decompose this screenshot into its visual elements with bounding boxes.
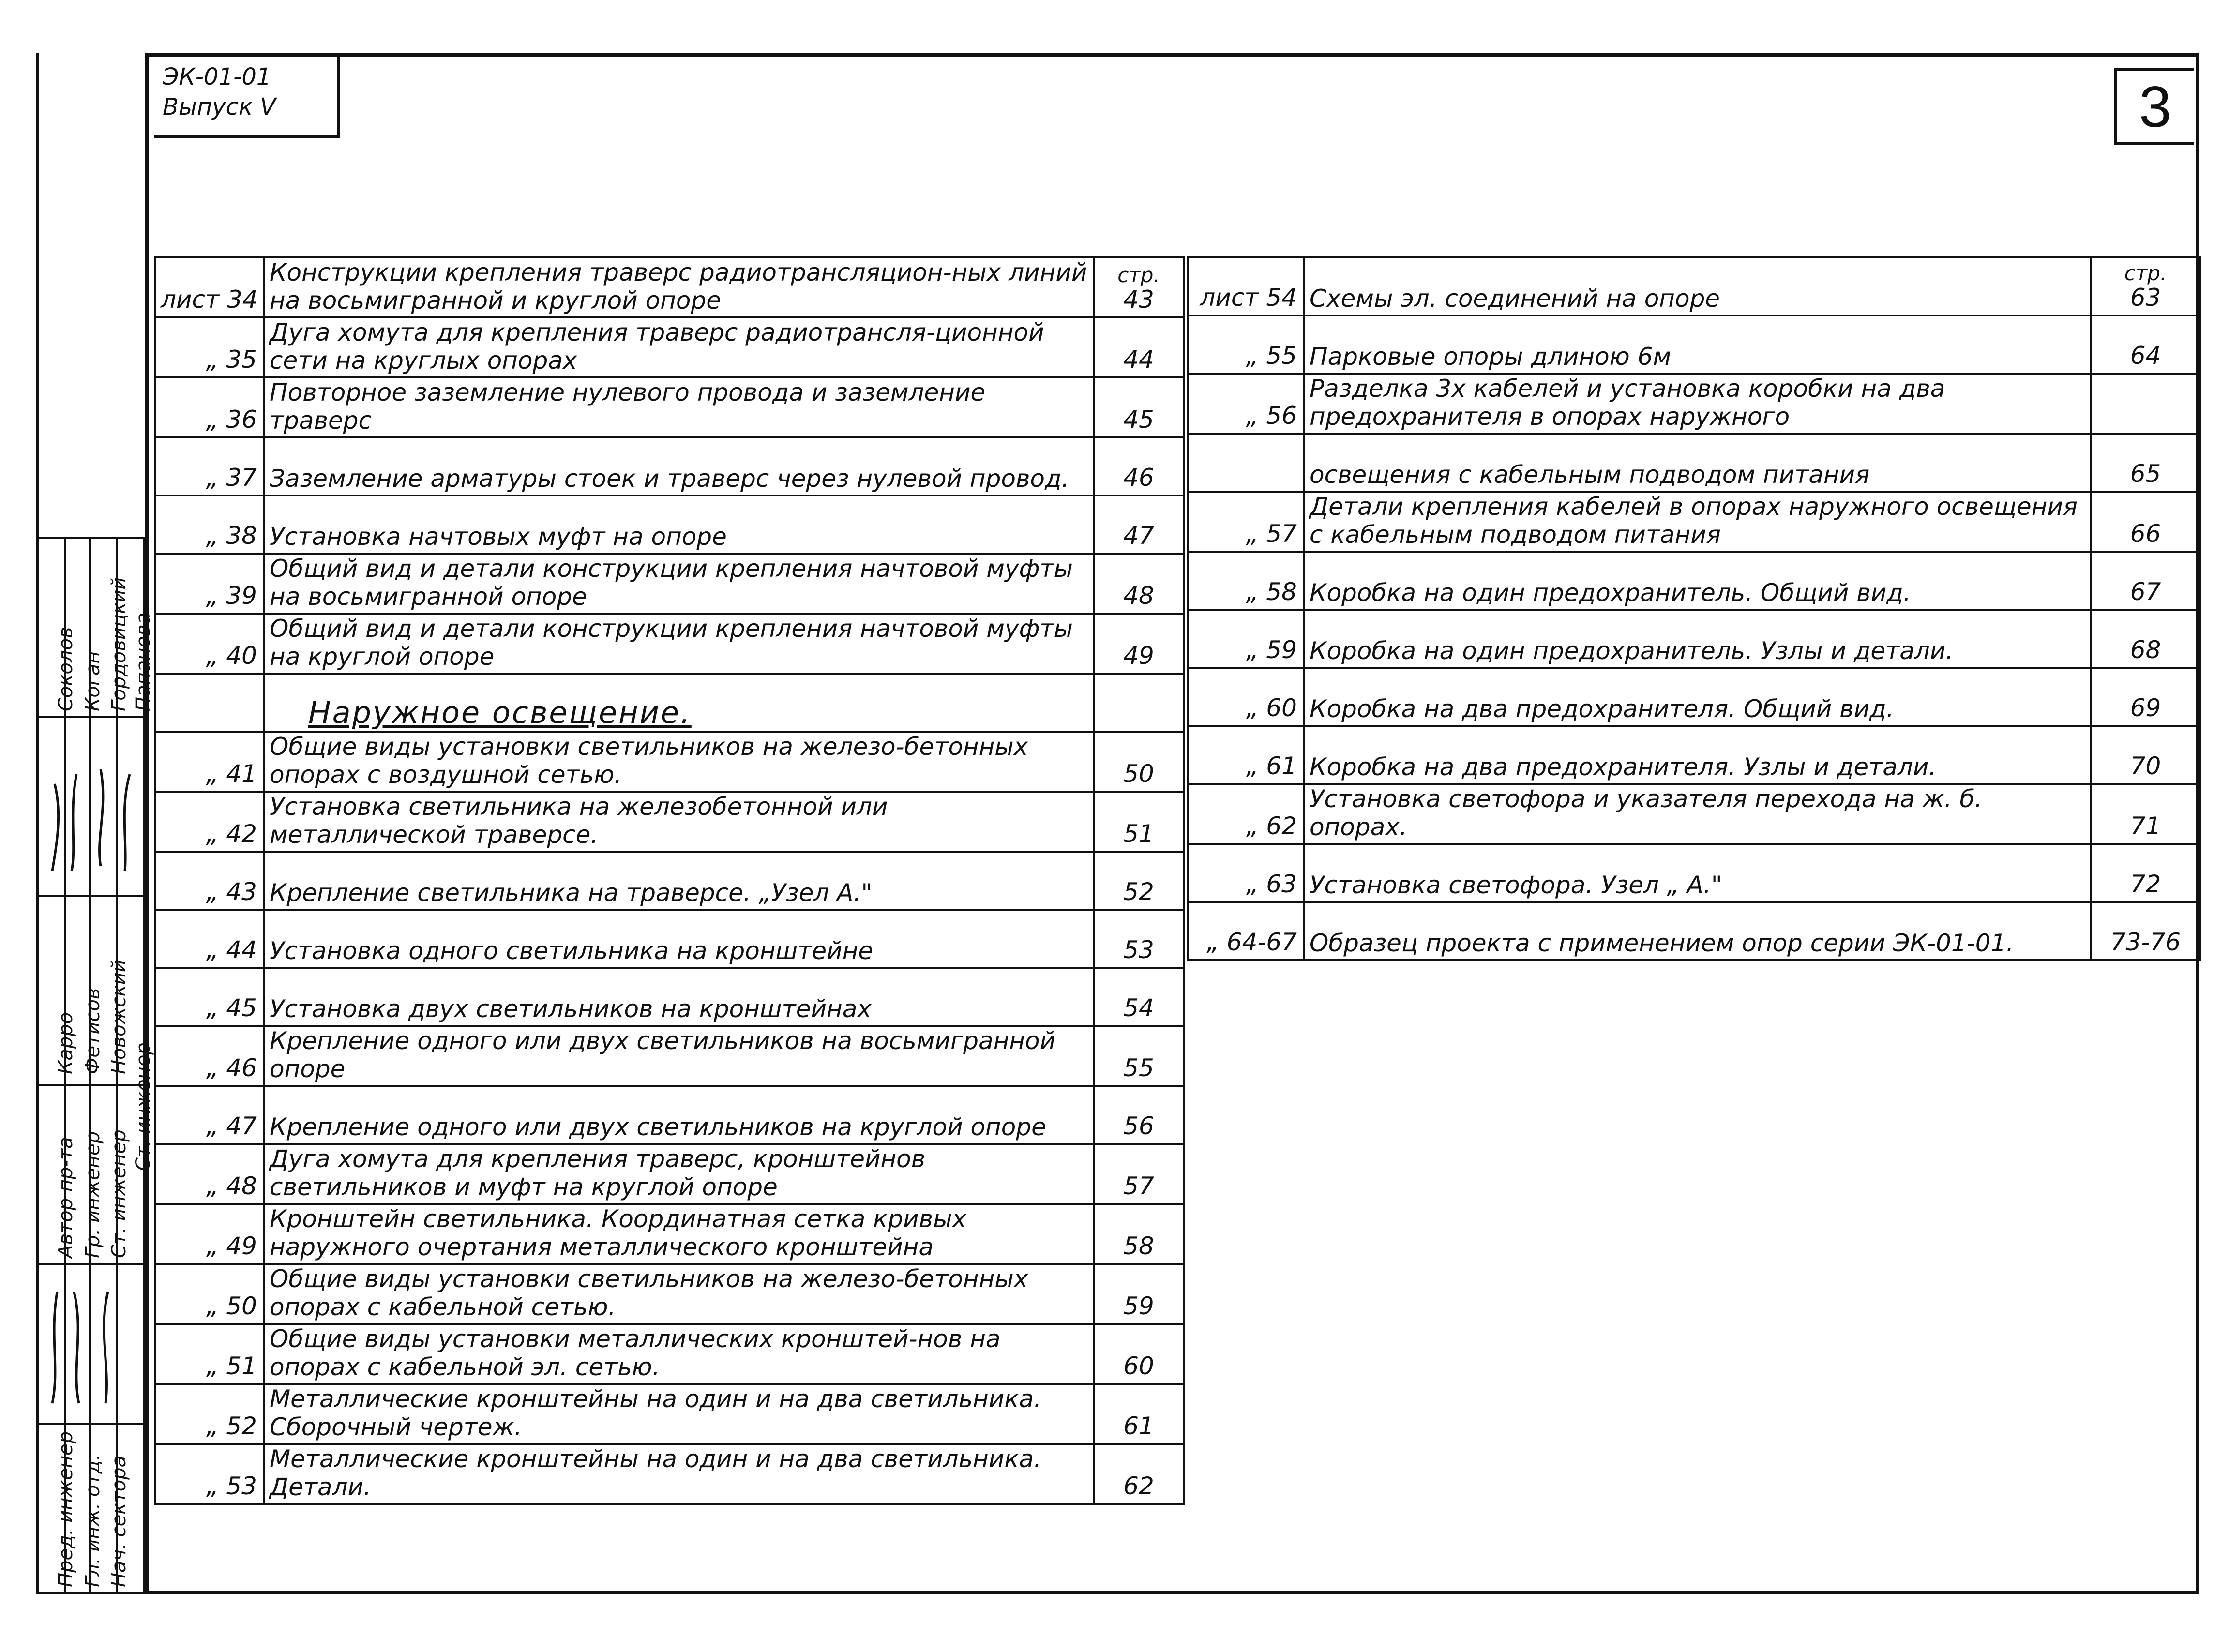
sheet-number: „ 35	[155, 317, 264, 377]
section-heading	[264, 674, 1094, 732]
sheet-number: „ 52	[155, 1384, 264, 1444]
stamp-name: Карро	[55, 1012, 77, 1074]
sheet-number: „ 61	[1188, 726, 1304, 784]
page-ref	[2091, 315, 2200, 374]
sheet-title: Крепление одного или двух светильников на восьмигранной опоре	[264, 1026, 1094, 1086]
contents-row	[155, 257, 1184, 317]
page-ref	[2091, 492, 2200, 552]
page-ref	[1094, 1324, 1184, 1384]
sheet-title: Установка двух светильников на кронштейнах	[264, 968, 1094, 1026]
contents-row	[155, 377, 1184, 437]
page-ref	[1094, 1444, 1184, 1504]
page-number-value: 63	[2130, 284, 2161, 312]
page-ref	[1094, 1264, 1184, 1324]
page-ref	[1094, 792, 1184, 852]
sheet-title: Конструкции крепления траверс радиотрансляцион-ных линий на восьмигранной и круглой опоре	[264, 257, 1094, 317]
sheet-title: Заземление арматуры стоек и траверс через нулевой провод.	[264, 437, 1094, 496]
contents-row	[155, 732, 1184, 792]
page-ref	[1094, 554, 1184, 614]
contents-row	[155, 437, 1184, 496]
sheet-title: Крепление светильника на траверсе. „Узел А."	[264, 852, 1094, 910]
contents-row	[1188, 257, 2200, 315]
stamp-name: Соколов	[55, 627, 77, 711]
sheet-title: Общие виды установки светильников на железо-бетонных опорах с кабельной сетью.	[264, 1264, 1094, 1324]
page-number-value: 51	[1123, 820, 1154, 848]
page-number-value: 45	[1123, 405, 1154, 434]
sheet-number: „ 41	[155, 732, 264, 792]
sheet-number: лист 34	[155, 257, 264, 317]
page-ref	[1094, 674, 1184, 732]
sheet-title: Коробка на один предохранитель. Общий вид.	[1304, 552, 2091, 610]
contents-row	[1188, 844, 2200, 902]
sheet-title: Кронштейн светильника. Координатная сетка кривых наружного очертания металлического кронштейна	[264, 1204, 1094, 1264]
page-ref	[1094, 377, 1184, 437]
stamp-role: Ст. инженер	[108, 1129, 130, 1258]
sheet-title: Установка светильника на железобетонной или металлической траверсе.	[264, 792, 1094, 852]
sheet-number: „ 51	[155, 1324, 264, 1384]
sheet-number: „ 39	[155, 554, 264, 614]
sheet-number: „ 56	[1188, 374, 1304, 434]
sheet-title: Детали крепления кабелей в опорах наружного освещения с кабельным подводом питания	[1304, 492, 2091, 552]
sheet-title: Общие виды установки металлических кронштей-нов на опорах с кабельной эл. сетью.	[264, 1324, 1094, 1384]
contents-table-left	[154, 256, 1185, 1505]
contents-row	[155, 1324, 1184, 1384]
page-ref	[1094, 1144, 1184, 1204]
contents-row	[155, 496, 1184, 554]
page-number-value: 57	[1123, 1172, 1154, 1200]
page-ref	[2091, 552, 2200, 610]
contents-row	[155, 1384, 1184, 1444]
sheet-title: Повторное заземление нулевого провода и заземление траверс	[264, 377, 1094, 437]
page-number-value: 55	[1123, 1054, 1154, 1082]
sheet-title: Установка светофора и указателя перехода на ж. б. опорах.	[1304, 784, 2091, 844]
sheet-number: „ 38	[155, 496, 264, 554]
page-number-value: 53	[1123, 936, 1154, 964]
contents-row	[155, 317, 1184, 377]
sheet-title: Коробка на один предохранитель. Узлы и детали.	[1304, 610, 2091, 668]
page-ref	[1094, 1086, 1184, 1144]
title-block-corner	[154, 57, 340, 138]
contents-row	[1188, 552, 2200, 610]
sheet-title: Парковые опоры длиною 6м	[1304, 315, 2091, 374]
signature-marks	[43, 755, 139, 881]
page-ref	[1094, 257, 1184, 317]
sheet-number	[155, 674, 264, 732]
page-number-value: 62	[1123, 1472, 1154, 1500]
page-ref	[2091, 726, 2200, 784]
stamp-name: Коган	[82, 651, 104, 711]
sheet-title: Установка начтовых муфт на опоре	[264, 496, 1094, 554]
sheet-number: „ 48	[155, 1144, 264, 1204]
contents-row	[155, 554, 1184, 614]
sheet-title: Схемы эл. соединений на опоре	[1304, 257, 2091, 315]
signature-marks	[43, 1273, 139, 1413]
page-ref	[1094, 317, 1184, 377]
page-ref	[1094, 1204, 1184, 1264]
page-number-value: 52	[1123, 878, 1154, 906]
page-ref	[2091, 784, 2200, 844]
sheet-title: Крепление одного или двух светильников на круглой опоре	[264, 1086, 1094, 1144]
page-number-value: 58	[1123, 1232, 1154, 1260]
section-heading-text: Наружное освещение.	[308, 695, 692, 730]
page-number-value: 59	[1123, 1292, 1154, 1320]
sheet-number: „ 37	[155, 437, 264, 496]
contents-row	[155, 1026, 1184, 1086]
stamp-role: Пред. инженер	[55, 1431, 77, 1587]
contents-row	[1188, 374, 2200, 434]
contents-row	[1188, 492, 2200, 552]
stamp-name: Фетисов	[82, 988, 104, 1074]
stamp-role: Гр. инженер	[82, 1131, 104, 1258]
issue-label: Выпуск V	[163, 93, 276, 120]
contents-row	[155, 674, 1184, 732]
sheet-title: Установка одного светильника на кронштейне	[264, 910, 1094, 968]
sheet-number: „ 59	[1188, 610, 1304, 668]
page-ref	[1094, 437, 1184, 496]
sheet-number	[1188, 434, 1304, 492]
contents-row	[155, 1086, 1184, 1144]
sheet-title: Общие виды установки светильников на железо-бетонных опорах с воздушной сетью.	[264, 732, 1094, 792]
sheet-title: Установка светофора. Узел „ А."	[1304, 844, 2091, 902]
contents-row	[1188, 726, 2200, 784]
sheet-title: Дуга хомута для крепления траверс, кронштейнов светильников и муфт на круглой опоре	[264, 1144, 1094, 1204]
page-ref	[2091, 902, 2200, 960]
stamp-role: Автор пр-та	[55, 1137, 77, 1258]
contents-row	[1188, 610, 2200, 668]
page-number: 3	[2114, 68, 2194, 145]
page-ref	[2091, 374, 2200, 434]
contents-row	[155, 614, 1184, 674]
contents-row	[155, 910, 1184, 968]
sheet-number: „ 55	[1188, 315, 1304, 374]
page-number-value: 66	[2130, 520, 2161, 548]
sheet-title: Образец проекта с применением опор серии ЭК-01-01.	[1304, 902, 2091, 960]
contents-row	[1188, 784, 2200, 844]
page-ref	[1094, 732, 1184, 792]
stamp-role: Нач. сектора	[108, 1455, 130, 1587]
page-number-value: 71	[2130, 812, 2161, 840]
sheet-number: „ 50	[155, 1264, 264, 1324]
page-number-value: 50	[1123, 760, 1154, 788]
page-number-value: 48	[1123, 582, 1154, 610]
contents-row	[155, 1264, 1184, 1324]
page-ref	[1094, 1384, 1184, 1444]
page-number-value: 46	[1123, 464, 1154, 492]
sheet-title: Общий вид и детали конструкции крепления начтовой муфты на восьмигранной опоре	[264, 554, 1094, 614]
page-number-value: 68	[2130, 636, 2161, 664]
contents-row	[155, 1444, 1184, 1504]
contents-row	[1188, 902, 2200, 960]
contents-row	[1188, 668, 2200, 726]
page-number-value: 43	[1123, 285, 1154, 314]
contents-row	[155, 1204, 1184, 1264]
stamp-role: Гл. инж. отд.	[82, 1454, 104, 1587]
page-ref	[1094, 910, 1184, 968]
page-number-value: 56	[1123, 1112, 1154, 1140]
sheet-number: „ 49	[155, 1204, 264, 1264]
sheet-number: „ 40	[155, 614, 264, 674]
page-ref	[2091, 610, 2200, 668]
sheet-title: освещения с кабельным подводом питания	[1304, 434, 2091, 492]
sheet-number: „ 46	[155, 1026, 264, 1086]
page-number-value: 67	[2130, 578, 2161, 606]
sheet-number: „ 64-67	[1188, 902, 1304, 960]
approval-stamp	[39, 537, 154, 1592]
sheet-title: Разделка 3х кабелей и установка коробки на два предохранителя в опорах наружного	[1304, 374, 2091, 434]
contents-row	[155, 792, 1184, 852]
stamp-name: Гордовицкий	[108, 577, 130, 711]
page-number-value: 44	[1123, 345, 1154, 374]
sheet-number: „ 43	[155, 852, 264, 910]
page-number-value: 65	[2130, 460, 2161, 488]
sheet-number: „ 36	[155, 377, 264, 437]
sheet-number: „ 42	[155, 792, 264, 852]
page-ref	[2091, 668, 2200, 726]
page-ref	[2091, 844, 2200, 902]
page-number-value: 47	[1123, 522, 1154, 550]
page-number-value: 49	[1123, 642, 1154, 670]
sheet-number: „ 44	[155, 910, 264, 968]
sheet-number: „ 62	[1188, 784, 1304, 844]
contents-table-right	[1187, 256, 2201, 961]
contents-row	[155, 1144, 1184, 1204]
page-number-value: 72	[2130, 870, 2161, 898]
sheet-title: Металлические кронштейны на один и на два светильника. Сборочный чертеж.	[264, 1384, 1094, 1444]
page-ref	[1094, 968, 1184, 1026]
stamp-role: Ст. инженер	[132, 1042, 154, 1171]
page-ref	[1094, 614, 1184, 674]
stamp-name: Новожский	[108, 960, 130, 1074]
page-ref	[1094, 496, 1184, 554]
document-code: ЭК-01-01	[163, 63, 271, 90]
page-number-value: 70	[2130, 752, 2161, 780]
sheet-number: „ 60	[1188, 668, 1304, 726]
page-number-value: 60	[1123, 1352, 1154, 1380]
page-number-value: 54	[1123, 994, 1154, 1022]
sheet-number: лист 54	[1188, 257, 1304, 315]
sheet-title: Дуга хомута для крепления траверс радиотрансля-ционной сети на круглых опорах	[264, 317, 1094, 377]
contents-row	[155, 968, 1184, 1026]
sheet-title: Коробка на два предохранителя. Общий вид.	[1304, 668, 2091, 726]
page-ref	[2091, 434, 2200, 492]
page-ref	[1094, 852, 1184, 910]
sheet-number: „ 47	[155, 1086, 264, 1144]
page-ref	[2091, 257, 2200, 315]
contents-row	[1188, 434, 2200, 492]
page-column-label: стр.	[2124, 261, 2167, 285]
table-divider	[1183, 256, 1185, 1481]
stamp-name: Папанова	[132, 613, 154, 711]
sheet-number: „ 57	[1188, 492, 1304, 552]
sheet-title: Общий вид и детали конструкции крепления начтовой муфты на круглой опоре	[264, 614, 1094, 674]
page-number-value: 69	[2130, 694, 2161, 722]
sheet-number: „ 53	[155, 1444, 264, 1504]
sheet-number: „ 63	[1188, 844, 1304, 902]
sheet-title: Коробка на два предохранителя. Узлы и детали.	[1304, 726, 2091, 784]
contents-row	[155, 852, 1184, 910]
page-number-value: 61	[1123, 1412, 1154, 1440]
sheet-number: „ 45	[155, 968, 264, 1026]
page-number-value: 64	[2130, 342, 2161, 370]
page-number-value: 73-76	[2110, 928, 2181, 956]
page-ref	[1094, 1026, 1184, 1086]
contents-row	[1188, 315, 2200, 374]
sheet-title: Металлические кронштейны на один и на два светильника. Детали.	[264, 1444, 1094, 1504]
page-column-label: стр.	[1117, 263, 1160, 287]
sheet-number: „ 58	[1188, 552, 1304, 610]
